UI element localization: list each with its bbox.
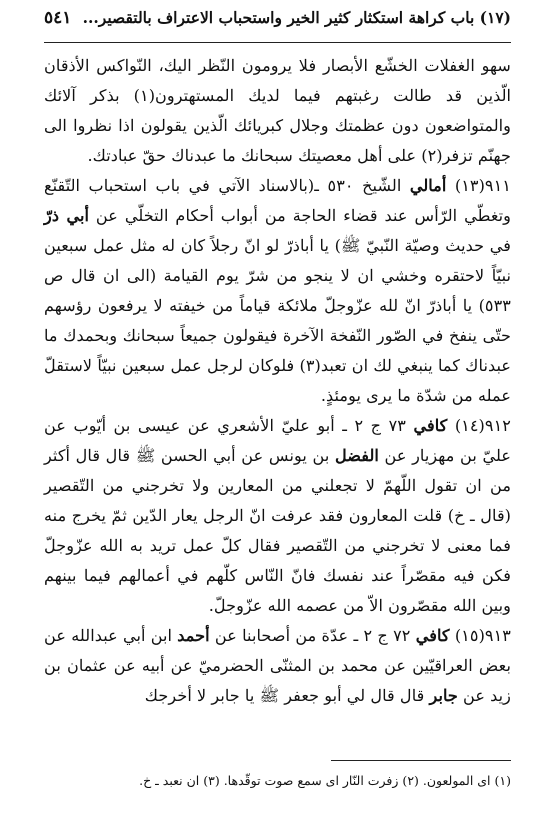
narrator-name: الفضل xyxy=(334,446,379,465)
hadith-number: ٩١١(١٣) xyxy=(446,176,512,195)
hadith-911 xyxy=(44,171,511,411)
page-body xyxy=(44,51,511,711)
paragraph-text: سهو الغفلات الخشّع الأبصار فلا يرومون النّظر اليك، النّواكس الأذقان الّذين قد طالت رغبتهم فيما لديك المستهترون(١) بذكر آلائك والمتواضعون دون عظمتك وجلال كبريائك الّذين يقولون اذا نظروا الى جهنّم تزفر(٢) على أهل معصيتك سبحانك ما عبدناك حقّ عبادتك. xyxy=(44,56,511,165)
hadith-text: الشّيخ ٥٣٠ ـ(بالاسناد الآتي في باب استحباب التّقنّع وتغطّي الرّأس عند قضاء الحاجة من أبواب أحكام التخلّي عن xyxy=(44,176,512,225)
footnotes: (١) اى المولعون. (٢) زفرت النّار اى سمع صوت توقّدها. (٣) ان نعبد ـ خ. xyxy=(139,773,511,788)
hadith-number: ٩١٣(١٥) xyxy=(449,626,511,645)
narrator-name: أبي ذرّ xyxy=(44,206,89,225)
source-name: أمالي xyxy=(409,176,447,195)
chapter-title: (١٧) باب كراهة استكثار كثير الخير واستحباب الاعتراف بالتقصير... xyxy=(82,8,511,27)
hadith-text: ٧٣ ج ٢ ـ أبو عليّ الأشعري عن عيسى بن أيّوب عن عليّ بن مهزيار عن xyxy=(44,416,511,465)
footnote-divider xyxy=(331,760,511,761)
paragraph-continuation xyxy=(44,51,511,171)
hadith-text: ٧٢ ج ٢ ـ عدّة من أصحابنا عن xyxy=(209,626,416,645)
hadith-text: ابن أبي عبدالله عن بعض العراقيّين عن محمد بن المثنّى الحضرميّ عن أبيه عن عثمان بن زيد عن xyxy=(44,626,511,705)
hadith-913 xyxy=(44,621,511,711)
hadith-text: بن يونس عن أبي الحسن ﷺ قال قال أكثر من ان تقول اللّهمّ لا تجعلني من المعارين ولا تخرجني من التّقصير (قال ـ خ) قلت المعارون فقد عرفت انّ الرجل يعار الدّين ثمّ يخرج منه فما معنى لا تخرجني من التّقصير فقال كلّ عمل تريد به الله عزّوجلّ فكن فيه مقصّراً عند نفسك فانّ النّاس كلّهم في أعمالهم فيما بينهم وبين الله مقصّرون الاّ من عصمه الله عزّوجلّ. xyxy=(44,446,511,615)
hadith-number: ٩١٢(١٤) xyxy=(447,416,511,435)
hadith-text: قال قال لي أبو جعفر ﷺ يا جابر لا أخرجك xyxy=(144,686,430,705)
source-name: كافي xyxy=(413,416,448,435)
hadith-912 xyxy=(44,411,511,621)
narrator-name: جابر xyxy=(429,686,458,705)
running-header xyxy=(44,8,511,43)
narrator-name: أحمد xyxy=(177,626,210,645)
hadith-text: في حديث وصيّة النّبيّ ﷺ) يا أباذرّ لو انّ رجلاً كان له مثل عمل سبعين نبيّاً لاحتقره وخشي ان لا ينجو من شرّ يوم القيامة (الى ان قال ص ٥٣٣) يا أباذرّ انّ لله عزّوجلّ ملائكة قياماً من خيفته لا يرفعون رؤسهم حتّى ينفخ في الصّور النّفخة الآخرة فيقولون جميعاً سبحانك وبحمدك ما عبدناك كما ينبغي لك ان تعبد(٣) فلوكان لرجل عمل سبعين نبيّاً لاستقلّ عمله من شدّة ما يرى يومئذٍ. xyxy=(44,236,511,405)
page-number: ٥٤١ xyxy=(44,8,72,28)
source-name: كافي xyxy=(415,626,450,645)
